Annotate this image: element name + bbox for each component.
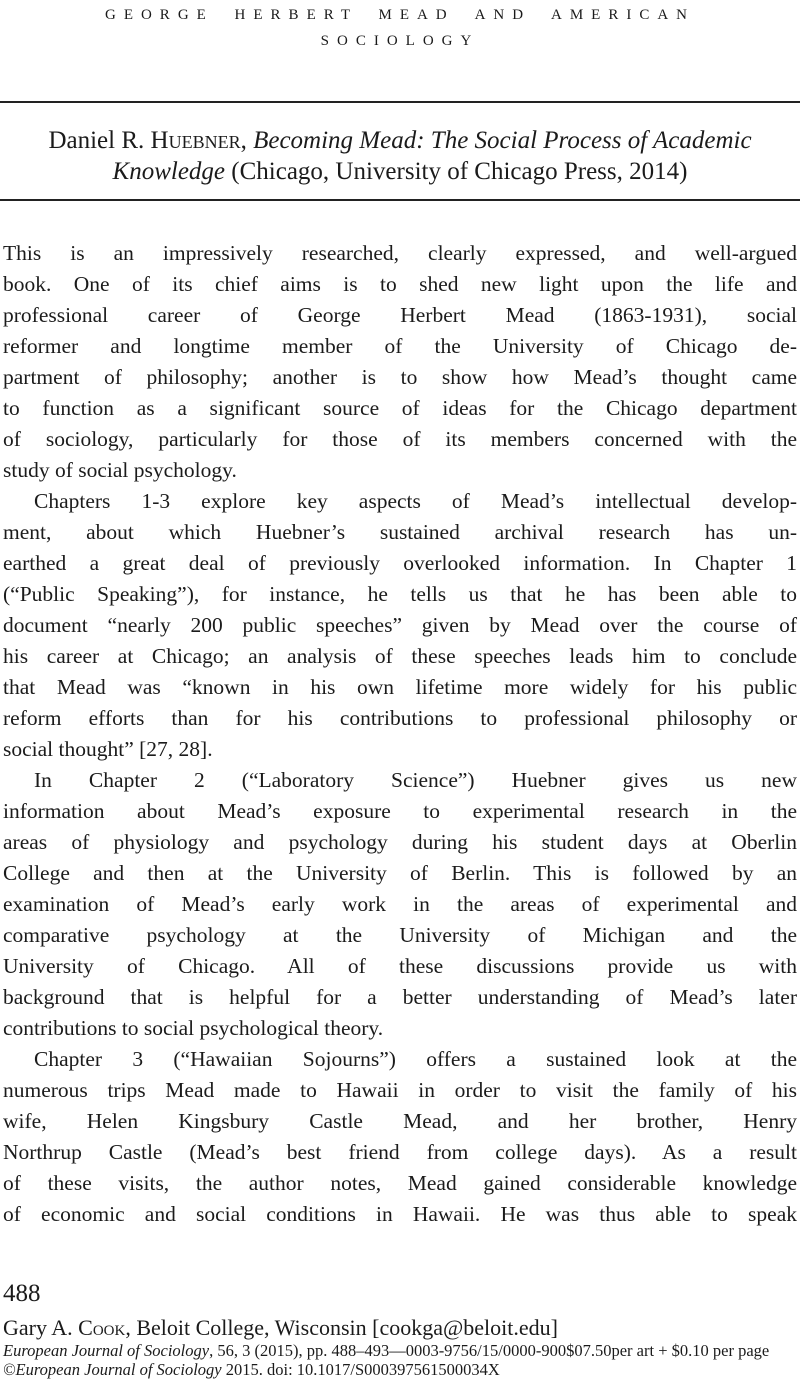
journal-title-italic: European Journal of Sociology (3, 1341, 210, 1360)
body-line: ment, about which Huebner’s sustained archival research has un- (3, 520, 797, 544)
running-header-line1: GEORGE HERBERT MEAD AND AMERICAN (104, 7, 695, 23)
body-line: wife, Helen Kingsbury Castle Mead, and her brother, Henry (3, 1109, 797, 1133)
body-line: to function as a significant source of ideas for the Chicago department (3, 396, 797, 420)
reviewer-affiliation: , Beloit College, Wisconsin [cookga@beloit.edu] (125, 1315, 558, 1340)
paragraph (3, 1044, 797, 1230)
body-line: document “nearly 200 public speeches” given by Mead over the course of (3, 613, 797, 637)
body-line: of sociology, particularly for those of its members concerned with the (3, 427, 797, 451)
body-line: This is an impressively researched, clearly expressed, and well-argued (3, 241, 797, 265)
running-header (3, 0, 797, 54)
body-text (3, 238, 797, 1230)
body-line: reformer and longtime member of the University of Chicago de- (3, 334, 797, 358)
body-line: University of Chicago. All of these discussions provide us with (3, 954, 797, 978)
body-line: information about Mead’s exposure to experimental research in the (3, 799, 797, 823)
body-line: background that is helpful for a better understanding of Mead’s later (3, 985, 797, 1009)
review-heading-separator: , (240, 127, 254, 154)
body-line: professional career of George Herbert Mead (1863-1931), social (3, 303, 797, 327)
review-imprint: (Chicago, University of Chicago Press, 2014) (225, 158, 688, 185)
body-line: College and then at the University of Berlin. This is followed by an (3, 861, 797, 885)
page-number: 488 (3, 1280, 41, 1307)
review-heading (3, 125, 797, 187)
review-author-prefix: Daniel R. (48, 127, 151, 154)
body-line: Chapters 1-3 explore key aspects of Mead’s intellectual develop- (34, 489, 797, 513)
paragraph (3, 238, 797, 486)
body-line: earthed a great deal of previously overlooked information. In Chapter 1 (3, 551, 797, 575)
body-line: areas of physiology and psychology during his student days at Oberlin (3, 830, 797, 854)
body-line: contributions to social psychological theory. (3, 1016, 384, 1040)
body-line: of these visits, the author notes, Mead gained considerable knowledge (3, 1171, 797, 1195)
body-line: comparative psychology at the University of Michigan and the (3, 923, 797, 947)
journal-imprint-rest: , 56, 3 (2015), pp. 488–493—0003-9756/15/0000-900$07.50per art + $0.10 per page (209, 1341, 770, 1360)
body-line: reform efforts than for his contributions to professional philosophy or (3, 706, 797, 730)
body-line: partment of philosophy; another is to show how Mead’s thought came (3, 365, 797, 389)
review-book-title: Becoming Mead: The Social Process of Academic Knowledge (112, 127, 752, 185)
body-line: In Chapter 2 (“Laboratory Science”) Huebner gives us new (34, 768, 797, 792)
journal-imprint-line (3, 1341, 797, 1360)
reviewer-surname: Cook (78, 1315, 126, 1340)
reviewer-name-prefix: Gary A. (3, 1315, 79, 1340)
paragraph (3, 765, 797, 1044)
copyright-rest: 2015. doi: 10.1017/S000397561500034X (221, 1360, 500, 1379)
body-line: examination of Mead’s early work in the areas of experimental and (3, 892, 797, 916)
body-line: Chapter 3 (“Hawaiian Sojourns”) offers a sustained look at the (34, 1047, 797, 1071)
body-line: (“Public Speaking”), for instance, he tells us that he has been able to (3, 582, 797, 606)
copyright-journal-italic: ©European Journal of Sociology (3, 1360, 222, 1379)
paragraph (3, 486, 797, 765)
copyright-line (3, 1360, 797, 1379)
body-line: study of social psychology. (3, 458, 237, 482)
top-rule (0, 101, 800, 103)
body-line: numerous trips Mead made to Hawaii in order to visit the family of his (3, 1078, 797, 1102)
body-line: that Mead was “known in his own lifetime more widely for his public (3, 675, 797, 699)
bottom-rule (0, 199, 800, 201)
review-author-surname: Huebner (150, 127, 241, 154)
reviewer-line (3, 1314, 797, 1341)
body-line: his career at Chicago; an analysis of these speeches leads him to conclude (3, 644, 797, 668)
page-footer (3, 1278, 797, 1379)
running-header-line2: SOCIOLOGY (320, 33, 480, 49)
body-line: of economic and social conditions in Hawaii. He was thus able to speak (3, 1202, 797, 1226)
body-line: social thought” [27, 28]. (3, 737, 213, 761)
body-line: Northrup Castle (Mead’s best friend from college days). As a result (3, 1140, 797, 1164)
body-line: book. One of its chief aims is to shed new light upon the life and (3, 272, 797, 296)
